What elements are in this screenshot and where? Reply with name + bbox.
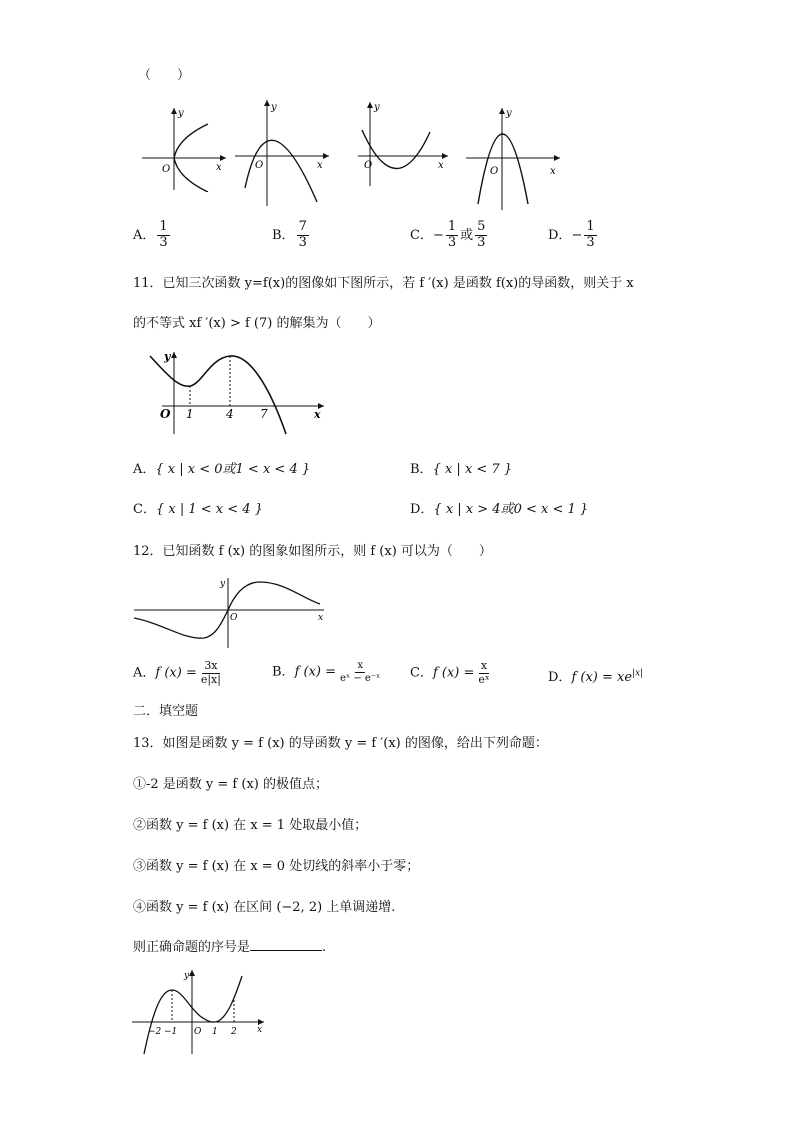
q12-option-b[interactable]: B．f (x) = $\frac{x}{\text{eˣ − e⁻ˣ}}$ (272, 660, 381, 684)
q11-tick-7: 7 (260, 407, 268, 421)
q12-option-d[interactable]: D．f $(x) = xe^{|x|}$ (548, 668, 644, 685)
q11-cubic-graph (140, 348, 330, 436)
q13-item-3: ③函数 y = f (x) 在 x = 0 处切线的斜率小于零； (133, 859, 420, 874)
q13-stem: 13．如图是函数 y = f (x) 的导函数 y = f ′(x) 的图像，给出下列命题： (133, 736, 548, 751)
q12-option-a[interactable]: A．f (x) = $\frac{3x}{e|x|}$ (133, 659, 221, 686)
graph-option-d (464, 104, 564, 212)
q11-option-a[interactable]: A．{ x | x < 0或1 < x < 4 } (133, 462, 311, 477)
q13-item-2: ②函数 y = f (x) 在 x = 1 处取最小值； (133, 818, 368, 833)
graph-option-c (356, 98, 452, 188)
svg-text:x: x (550, 166, 556, 177)
q10-option-b[interactable]: B． $\frac{7}{3}$ (272, 219, 307, 250)
svg-text:y: y (506, 108, 512, 119)
q11-stem-line1: 11．已知三次函数 y=f(x)的图像如下图所示，若 f ′(x) 是函数 f(x)的导函数，则关于 x (133, 276, 634, 291)
section-fill-in: 二．填空题 (133, 704, 199, 719)
q11-option-d[interactable]: D．{ x | x > 4或0 < x < 1 } (410, 502, 589, 517)
svg-text:x: x (318, 613, 324, 623)
q10-option-a[interactable]: A． $\frac{1}{3}$ (133, 219, 168, 250)
svg-text:O: O (230, 613, 238, 623)
q11-tick-1: 1 (186, 407, 194, 421)
q13-answer-prefix: 则正确命题的序号是 (133, 940, 251, 955)
q12-function-graph (134, 574, 328, 650)
svg-text:x: x (257, 1025, 263, 1035)
q11-tick-o: O (160, 407, 171, 421)
q11-tick-4: 4 (226, 407, 234, 421)
graph-option-a (140, 104, 230, 192)
svg-text:y: y (374, 102, 380, 113)
answer-paren: （ ） (138, 68, 191, 83)
q11-stem-line2: 的不等式 xf ′(x) > f (7) 的解集为（ ） (133, 316, 381, 331)
svg-text:x: x (438, 160, 444, 171)
q12-stem: 12．已知函数 f (x) 的图象如图所示，则 f (x) 可以为（ ） (133, 544, 492, 559)
q11-option-b[interactable]: B．{ x | x < 7 } (410, 462, 513, 477)
svg-text:O: O (364, 160, 373, 171)
q13-tick-o: O (194, 1027, 202, 1037)
q11-option-c[interactable]: C．{ x | 1 < x < 4 } (133, 502, 263, 517)
svg-text:x: x (317, 160, 323, 171)
svg-text:x: x (216, 162, 222, 173)
svg-text:y: y (164, 350, 171, 363)
svg-text:O: O (490, 166, 499, 177)
svg-text:y: y (178, 108, 184, 119)
q13-answer-blank[interactable] (250, 939, 322, 951)
q13-tick-1: 1 (212, 1027, 218, 1037)
q12-option-c[interactable]: C．f (x) = $\frac{x}{\text{eˣ}}$ (410, 659, 490, 686)
q13-answer-line: 则正确命题的序号是 . (133, 940, 327, 955)
q13-tick-neg1: −1 (164, 1027, 178, 1037)
svg-text:y: y (271, 102, 277, 113)
svg-text:y: y (220, 579, 226, 589)
q10-option-d[interactable]: D．− $\frac{1}{3}$ (548, 219, 595, 250)
q13-tick-neg2: −2 (148, 1027, 162, 1037)
q10-option-c[interactable]: C．− $\frac{1}{3}$ 或 $\frac{5}{3}$ (410, 219, 486, 250)
svg-text:y: y (184, 971, 190, 981)
q13-item-1: ①-2 是函数 y = f (x) 的极值点； (133, 777, 328, 792)
q13-derivative-graph (130, 966, 270, 1056)
svg-text:O: O (162, 164, 171, 175)
q13-item-4: ④函数 y = f (x) 在区间 (−2, 2) 上单调递增. (133, 900, 396, 915)
q13-tick-2: 2 (231, 1027, 237, 1037)
svg-text:O: O (255, 160, 264, 171)
graph-option-b (233, 96, 333, 208)
svg-text:x: x (314, 408, 321, 421)
